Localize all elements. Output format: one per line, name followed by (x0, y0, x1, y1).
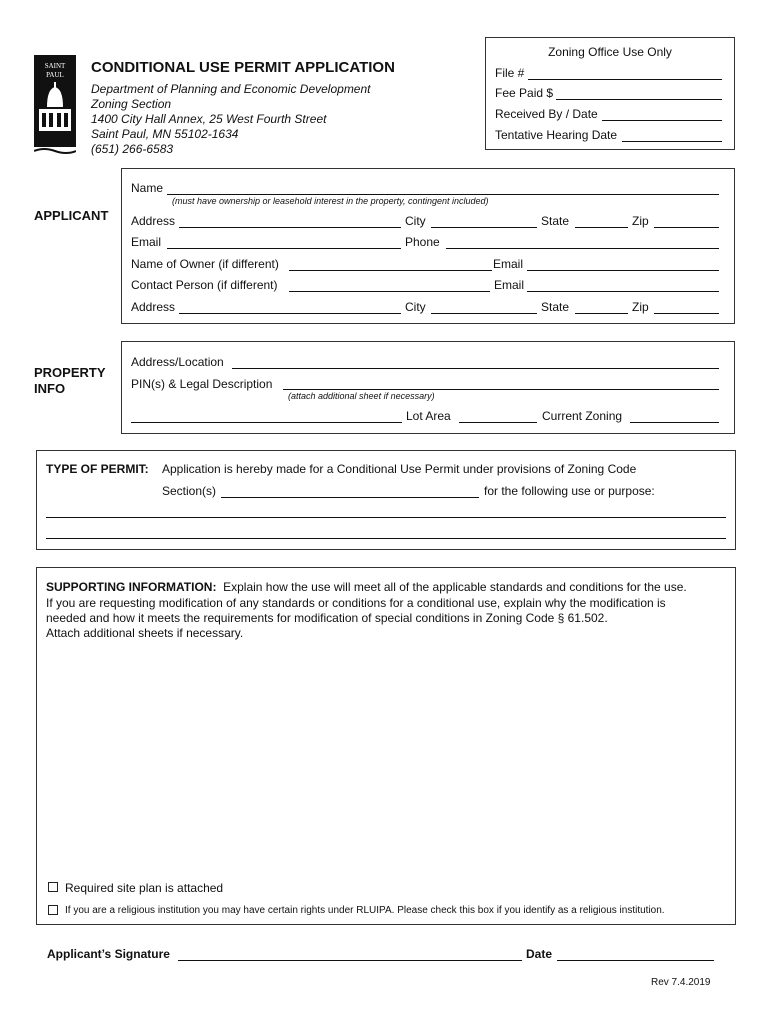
contact-email-field[interactable] (527, 291, 719, 292)
phone-label: Phone (405, 235, 440, 249)
support-heading: SUPPORTING INFORMATION: (46, 580, 217, 594)
supporting-box (36, 567, 736, 925)
city-label: City (405, 214, 426, 228)
form-title: CONDITIONAL USE PERMIT APPLICATION (91, 59, 395, 76)
office-use-title: Zoning Office Use Only (548, 45, 672, 59)
permit-text-2: for the following use or purpose: (484, 484, 655, 498)
contact-label: Contact Person (if different) (131, 278, 278, 292)
state-field[interactable] (575, 227, 628, 228)
owner-label: Name of Owner (if different) (131, 257, 279, 271)
legal-description-field[interactable] (131, 422, 402, 423)
support-line-1 (46, 580, 687, 594)
property-box (121, 341, 735, 434)
zoning-label: Current Zoning (542, 409, 623, 423)
zip2-label: Zip (632, 300, 649, 314)
address2-label: Address (131, 300, 176, 314)
rluipa-checkbox[interactable] (48, 905, 58, 915)
state-label: State (541, 214, 570, 228)
property-heading-2: INFO (34, 381, 66, 396)
signature-field[interactable] (178, 960, 522, 961)
state2-label: State (541, 300, 570, 314)
section: Zoning Section (91, 97, 172, 111)
logo-text-top: SAINT (44, 62, 66, 70)
use-purpose-line-1[interactable] (46, 517, 726, 518)
lot-area-label: Lot Area (406, 409, 451, 423)
email-label: Email (131, 235, 162, 249)
city2-field[interactable] (431, 313, 537, 314)
date-label: Date (526, 947, 553, 961)
rluipa-label: If you are a religious institution you may have certain rights under RLUIPA. Please check this box if you identify as a religious institution. (65, 905, 665, 916)
fee-field[interactable] (556, 99, 722, 100)
support-text-3: needed and how it meets the requirements for modification of special conditions in Zoning Code § 61.502. (46, 611, 608, 625)
owner-field[interactable] (289, 270, 492, 271)
phone-field[interactable] (446, 248, 719, 249)
property-heading-1: PROPERTY (34, 365, 106, 380)
name-field[interactable] (167, 194, 719, 195)
section-label: Section(s) (162, 484, 217, 498)
contact-email-label: Email (494, 278, 525, 292)
applicant-heading: APPLICANT (34, 208, 109, 223)
address2-field[interactable] (179, 313, 401, 314)
use-purpose-line-2[interactable] (46, 538, 726, 539)
location-label: Address/Location (131, 355, 224, 369)
city-field[interactable] (431, 227, 537, 228)
pin-note: (attach additional sheet if necessary) (288, 391, 435, 401)
support-text-2: If you are requesting modification of any standards or conditions for a conditional use, explain why the modification is (46, 596, 666, 610)
saint-paul-logo (34, 55, 76, 155)
lot-area-field[interactable] (459, 422, 537, 423)
name-note: (must have ownership or leasehold interest in the property, contingent included) (172, 196, 489, 206)
state2-field[interactable] (575, 313, 628, 314)
city2-label: City (405, 300, 426, 314)
permit-box (36, 450, 736, 550)
address-label: Address (131, 214, 176, 228)
location-field[interactable] (232, 368, 719, 369)
fee-label: Fee Paid $ (495, 86, 554, 100)
owner-email-field[interactable] (527, 270, 719, 271)
permit-text-1: Application is hereby made for a Conditional Use Permit under provisions of Zoning Code (162, 462, 637, 476)
office-phone: (651) 266-6583 (91, 142, 174, 156)
signature-label: Applicant’s Signature (47, 947, 170, 961)
support-text-4: Attach additional sheets if necessary. (46, 626, 244, 640)
hearing-label: Tentative Hearing Date (495, 128, 618, 142)
logo-text-bottom: PAUL (46, 71, 64, 79)
received-field[interactable] (602, 120, 722, 121)
file-label: File # (495, 66, 525, 80)
hearing-field[interactable] (622, 141, 722, 142)
pin-field[interactable] (283, 389, 719, 390)
revision-label: Rev 7.4.2019 (651, 977, 711, 988)
contact-field[interactable] (289, 291, 490, 292)
office-city: Saint Paul, MN 55102-1634 (91, 127, 239, 141)
pin-label: PIN(s) & Legal Description (131, 377, 273, 391)
office-use-box (485, 37, 735, 150)
supporting-text-area[interactable] (46, 646, 726, 876)
date-field[interactable] (557, 960, 714, 961)
site-plan-checkbox[interactable] (48, 882, 58, 892)
file-field[interactable] (528, 79, 722, 80)
site-plan-label: Required site plan is attached (65, 881, 224, 895)
owner-email-label: Email (493, 257, 524, 271)
applicant-box (121, 168, 735, 324)
zip-label: Zip (632, 214, 649, 228)
address-field[interactable] (179, 227, 401, 228)
zip2-field[interactable] (654, 313, 719, 314)
section-field[interactable] (221, 497, 479, 498)
zoning-field[interactable] (630, 422, 719, 423)
email-field[interactable] (167, 248, 401, 249)
support-text-1: Explain how the use will meet all of the applicable standards and conditions for the use. (223, 580, 687, 594)
office-address: 1400 City Hall Annex, 25 West Fourth Street (91, 112, 327, 126)
permit-heading: TYPE OF PERMIT: (46, 462, 149, 476)
name-label: Name (131, 181, 164, 195)
department: Department of Planning and Economic Development (91, 82, 371, 96)
zip-field[interactable] (654, 227, 719, 228)
received-label: Received By / Date (495, 107, 598, 121)
